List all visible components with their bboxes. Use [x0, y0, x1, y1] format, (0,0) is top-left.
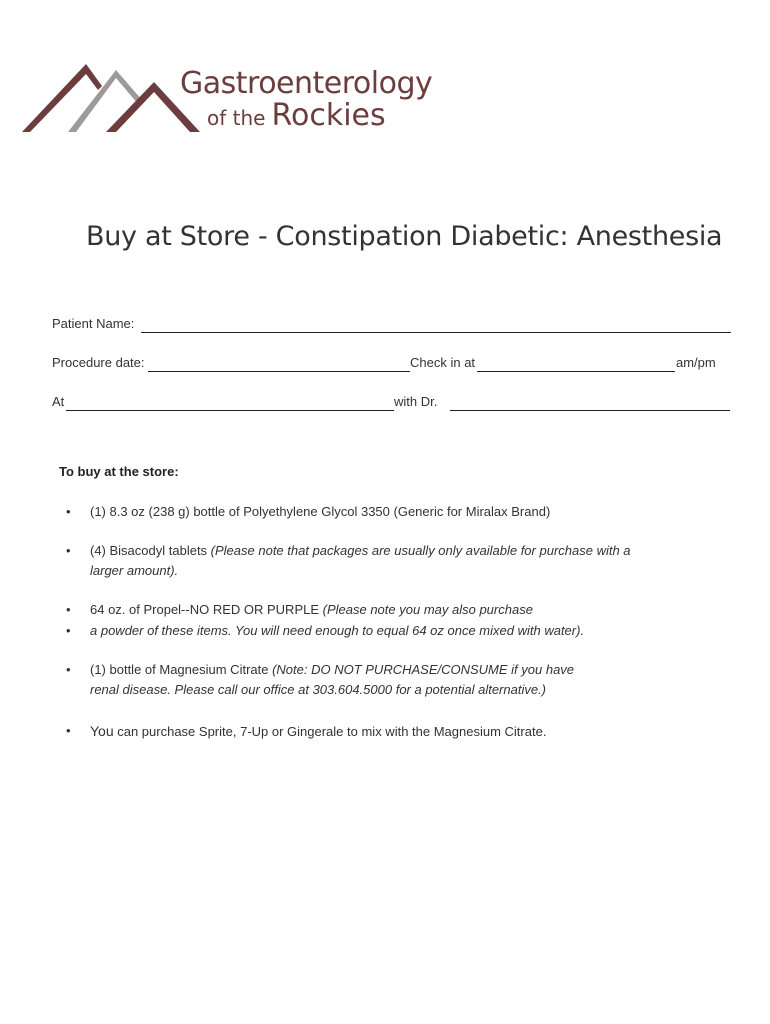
section-heading: To buy at the store: [59, 464, 179, 479]
list-item-note: (Please note that packages are usually only available for purchase with a [210, 543, 631, 558]
list-item-text: (1) bottle of Magnesium Citrate [90, 662, 273, 677]
list-item-note: (Please note you may also purchase [322, 602, 533, 617]
list-item-text: (1) 8.3 oz (238 g) bottle of Polyethylene Glycol 3350 (Generic for Miralax Brand) [90, 504, 551, 519]
logo-rockies: Rockies [271, 98, 386, 133]
list-item-note: a powder of these items. You will need enough to equal 64 oz once mixed with water). [90, 623, 585, 638]
list-item-note: renal disease. Please call our office at 303.604.5000 for a potential alternative.) [90, 682, 547, 697]
patient-name-row [52, 316, 732, 338]
check-in-label: Check in at [410, 355, 476, 370]
check-in-time-field[interactable] [477, 371, 675, 372]
patient-name-field[interactable] [141, 332, 731, 333]
procedure-date-label: Procedure date: [52, 355, 145, 370]
logo-name-line1: Gastroenterology [180, 66, 433, 101]
bullet-marker: • [66, 723, 71, 738]
page-title: Buy at Store - Constipation Diabetic: Anesthesia [86, 221, 723, 252]
procedure-date-field[interactable] [148, 371, 410, 372]
logo-name-line2 [207, 98, 386, 133]
list-item-note: larger amount). [90, 563, 179, 578]
list-item-note: (Note: DO NOT PURCHASE/CONSUME if you have [272, 662, 575, 677]
with-dr-label: with Dr. [394, 394, 438, 409]
location-doctor-row [52, 394, 732, 416]
patient-name-label: Patient Name: [52, 316, 135, 331]
at-label: At [52, 394, 65, 409]
bullet-marker: • [66, 662, 71, 677]
doctor-name-field[interactable] [450, 410, 730, 411]
bullet-marker: • [66, 543, 71, 558]
procedure-date-row [52, 355, 732, 377]
list-item-text: 64 oz. of Propel--NO RED OR PURPLE [90, 602, 323, 617]
bullet-marker: • [66, 504, 71, 519]
ampm-label: am/pm [676, 355, 716, 370]
logo-of-the: of the [207, 106, 266, 130]
list-item-prefix: You [90, 723, 114, 739]
list-item-text: (4) Bisacodyl tablets [90, 543, 211, 558]
list-item-text: can purchase Sprite, 7-Up or Gingerale to mix with the Magnesium Citrate. [113, 724, 547, 739]
location-field[interactable] [66, 410, 394, 411]
practice-logo [20, 60, 440, 140]
bullet-marker: • [66, 602, 71, 617]
bullet-marker: • [66, 623, 71, 638]
